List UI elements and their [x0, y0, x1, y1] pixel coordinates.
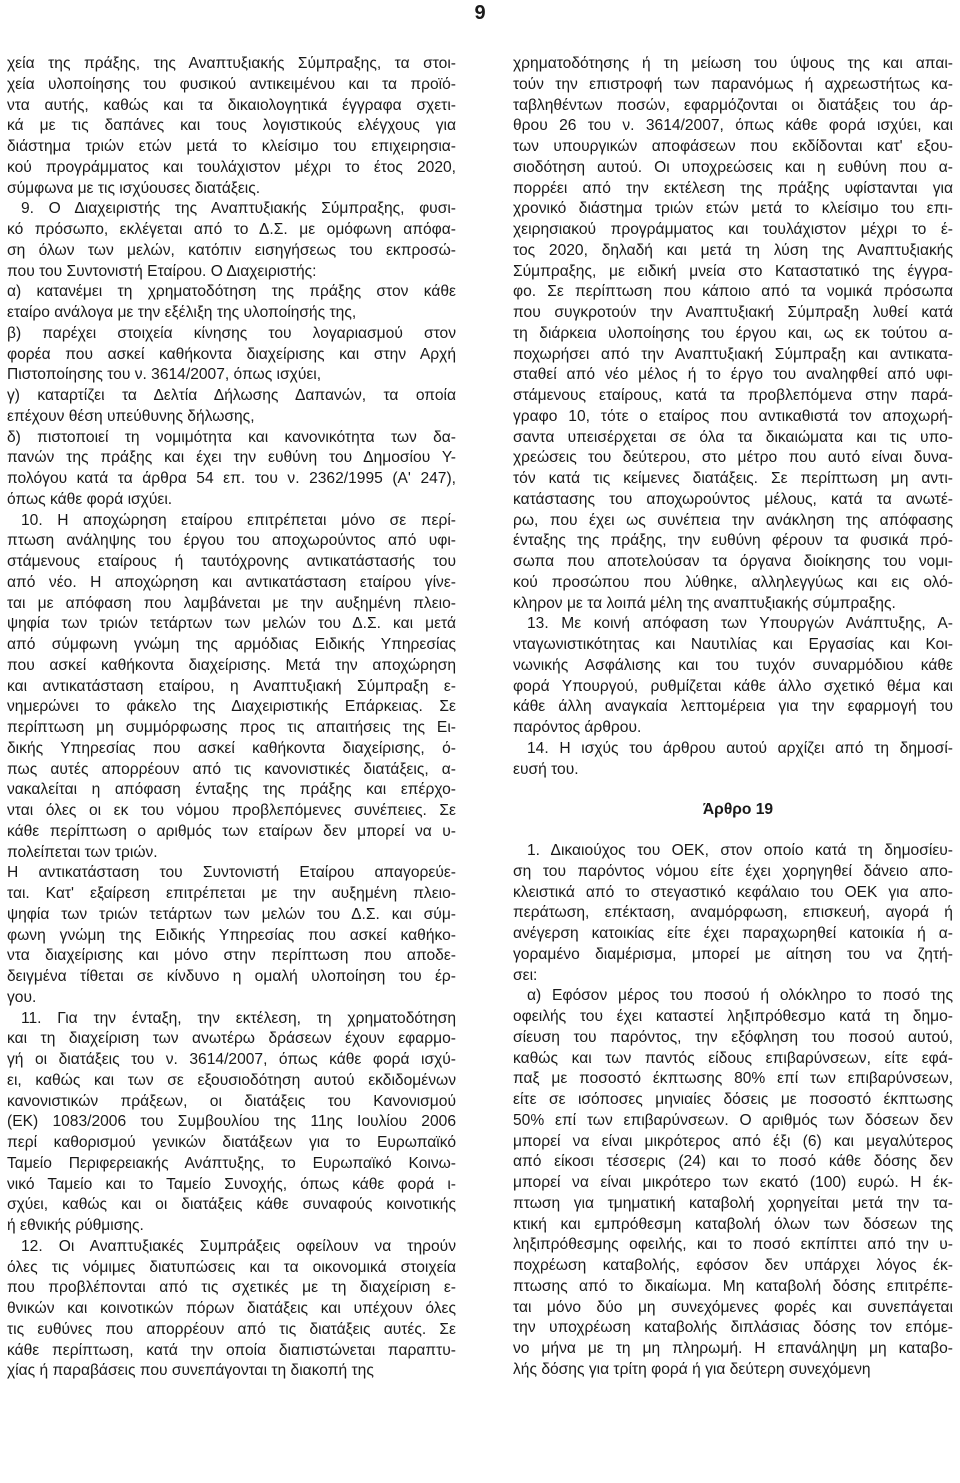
text-line: τόν κατά τις κείμενες διατάξεις. Σε περίπτωση μη αντι- [513, 470, 953, 487]
text-line: ή εθνικής ρύθμισης. [7, 1217, 144, 1234]
text-line: σίευση του παρόντος, την εξόφληση του ποσού αυτού, [513, 1028, 953, 1046]
text-line: περίπτωση μη συμμόρφωσης προς τις απαιτήσεις της Ει- [7, 719, 456, 736]
text-line: κά με τις δαπάνες και τους λογιστικούς ελέγχους για [7, 117, 456, 135]
text-line: επέχουν θέση υπεύθυνης δήλωσης, [7, 407, 255, 425]
text-line: Ταμείο Περιφερειακής Ανάπτυξης, το Ευρωπαϊκό Κοινω- [7, 1154, 456, 1172]
text-line: και τη διαχείριση των ανωτέρω δράσεων έχουν εφαρμο- [7, 1030, 456, 1048]
text-line: νταγωνιστικότητας και Ναυτιλίας και Εργασίας και Κοι- [513, 636, 953, 653]
text-line: σει: [513, 966, 538, 984]
text-line: παρόντος άρθρου. [513, 719, 642, 736]
text-line: χίας ή παραβάσεις που συνεπάγονται τη διακοπή της [7, 1362, 374, 1380]
text-line: 50% επί των επιβαρύνσεων. Ο αριθμός των δόσεων δεν [513, 1111, 953, 1129]
text-line: φο. Σε περίπτωση που κάποιο από τα νομικά πρόσωπα [513, 283, 953, 301]
text-line: ρω, που έχει ως συνέπεια την ανάκληση της απόφασης [513, 511, 953, 529]
left-column [7, 54, 456, 1382]
text-line: ται. Κατ' εξαίρεση επιτρέπεται με την αυξημένη πλειο- [7, 885, 456, 902]
text-line: α) Εφόσον μέρος του ποσού ή ολόκληρο το ποσό της [527, 987, 953, 1005]
text-line: περάτωση, επέκταση, αναμόρφωση, επισκευή, αγορά ή [513, 904, 953, 922]
text-line: την υποχρέωση καταβολής διπλάσιας δόσης τον επόμε- [513, 1319, 953, 1337]
text-line: πορρέει από την εκτέλεση της πράξης υφίστανται για [513, 179, 953, 197]
text-line: γοραμένο διαμέρισμα, μπορεί με αίτηση του να ζητή- [513, 945, 953, 963]
text-line: περί καθορισμού γενικών διατάξεων για το Ευρωπαϊκό [7, 1134, 456, 1151]
text-line: σχύει, καθώς και οι διατάξεις κάθε συναφούς κοινοτικής [7, 1196, 456, 1214]
spacer [513, 821, 953, 841]
article-heading: Άρθρο 19 [702, 801, 774, 819]
text-line: κληρον με τα λοιπά μέλη της αναπτυξιακής σύμπραξης. [513, 594, 896, 612]
text-line: που προβλέπονται από τις σχετικές με τη διαχείριση ε- [7, 1279, 456, 1297]
text-line: τος 2020, δηλαδή και μετά τη λύση της Αναπτυξιακής [513, 241, 953, 259]
text-line: νται όλες οι εκ του νόμου προβλεπόμενες συνέπειες. Σε [7, 802, 456, 819]
text-line: τη διάρκεια υλοποίησης του έργου και, ως εκ τούτου α- [513, 324, 953, 342]
text-line: β) παρέχει στοιχεία κίνησης του λογαριασμού στον [7, 324, 456, 342]
text-line: κάθε άλλη αναγκαία λεπτομέρεια για την εφαρμογή του [513, 698, 953, 716]
text-line: όλες τις νόμιμες διατυπώσεις και τα οικονομικά στοιχεία [7, 1258, 456, 1276]
text-line: σαντα υπεισέρχεται σε όλα τα δικαιώματα και τις υπο- [513, 428, 953, 446]
text-line: νημερώνει το φάκελο της Διαχειριστικής Επάρκειας. Σε [7, 698, 456, 716]
text-line: χρηματοδότησης ή τη μείωση του ύψους της και απαι- [513, 55, 953, 72]
text-line: νο μήνα με τη μη πληρωμή. Η επανάληψη μη καταβο- [513, 1340, 953, 1357]
text-line: γου. [7, 988, 37, 1006]
text-line: που συγκροτούν την Αναπτυξιακή Σύμπραξη λυθεί κατά [513, 304, 953, 321]
text-line: τούν την επιστροφή των παρανόμως ή αχρεωστήτως κα- [513, 75, 953, 93]
text-line: κανονιστικών πράξεων, οι διατάξεις του Κανονισμού [7, 1092, 456, 1110]
text-line: ποχρέωση καταβολής, εφόσον δεν υπάρχει λόγος έκ- [513, 1257, 953, 1274]
text-line: φορά Υπουργού, ρυθμίζεται κάθε άλλο σχετικό θέμα και [513, 677, 953, 695]
text-line: γ) καταρτίζει τα Δελτία Δήλωσης Δαπανών, τα οποία [7, 387, 456, 404]
text-line: Η αντικατάσταση του Συντονιστή Εταίρου απαγορεύε- [7, 864, 456, 882]
text-line: 9. Ο Διαχειριστής της Αναπτυξιακής Σύμπραξης, φυσι- [21, 200, 456, 218]
text-line: χεία της πράξης, της Αναπτυξιακής Σύμπραξης, τα στοι- [7, 55, 456, 72]
text-line: και αντικατάσταση εταίρου, η Αναπτυξιακή Σύμπραξη ε- [7, 677, 456, 695]
text-line: δικής Υπηρεσίας που ασκεί καθήκοντα διαχείρισης, ό- [7, 739, 456, 757]
text-line: από νέο. Η αποχώρηση και αντικατάσταση εταίρου γίνε- [7, 573, 456, 591]
text-line: φωνη γνώμη της Ειδικής Υπηρεσίας που ασκεί καθήκο- [7, 926, 456, 944]
text-line: πτωση ανάληψης του έργου του αποχωρούντος από υφι- [7, 532, 456, 550]
text-line: Σύμπραξης, με ειδική μνεία στο Καταστατικό της έγγρα- [513, 262, 953, 280]
text-line: κλειστικά από το στεγαστικό κεφάλαιο του ΟΕΚ για απο- [513, 883, 953, 901]
text-line: α) κατανέμει τη χρηματοδότηση της πράξης στον κάθε [7, 283, 456, 301]
text-line: νικό Ταμείο και το Ταμείο Συνοχής, όπως κάθε φορά ι- [7, 1175, 456, 1193]
text-line: 11. Για την ένταξη, την εκτέλεση, τη χρηματοδότηση [21, 1009, 456, 1027]
spacer [513, 780, 953, 800]
text-line: ψηφία των τριών τετάρτων των μελών του Δ.Σ. και μετά [7, 615, 456, 633]
text-line: χειρησιακού προγράμματος και τουλάχιστον μέχρι το έ- [513, 221, 953, 238]
text-line: ται μόνο δύο μη συνεχόμενες φορές και συνεπάγεται [513, 1298, 953, 1316]
text-line: στάμενους εταίρους ή ταυτόχρονης αντικατάστασής του [7, 553, 456, 570]
text-line: ει, καθώς και των σε εξουσιοδότηση αυτού εκδιδομένων [7, 1071, 456, 1089]
text-line: σύμφωνα με τις ισχύουσες διατάξεις. [7, 179, 261, 197]
text-line: σιοδότηση αυτού. Οι υποχρεώσεις και η ευθύνη που α- [513, 158, 953, 176]
text-line: γή οι διατάξεις του ν. 3614/2007, όπως κάθε φορά ισχύ- [7, 1051, 456, 1068]
text-line: ντα αυτής, καθώς και τα δικαιολογητικά έγγραφα σχετι- [7, 96, 456, 114]
text-line: 12. Οι Αναπτυξιακές Συμπράξεις οφείλουν να τηρούν [21, 1237, 456, 1255]
text-line: λής δόσης για τρίτη φορά ή για δεύτερη συνεχόμενη [513, 1360, 871, 1378]
text-line: παξ με ποσοστό έκπτωσης 80% επί των επιβαρύνσεων, [513, 1070, 953, 1088]
text-line: ση του παρόντος νόμου είτε έχει χορηγηθεί δάνειο απο- [513, 862, 953, 880]
text-line: είτε σε ισόποσες μηνιαίες δόσεις με ποσοστό έκπτωσης [513, 1091, 953, 1108]
text-line: πολόγου κατά τα άρθρα 54 επ. του ν. 2362/1995 (Α' 247), [7, 470, 456, 487]
text-line: 1. Δικαιούχος του ΟΕΚ, στον οποίο κατά τη δημοσίευ- [527, 842, 953, 859]
text-line: πανών της πράξης και έχει την ευθύνη του Δημοσίου Υ- [7, 449, 456, 467]
text-line: κατάστασης του αποχωρούντος μέλους, κατά τα ανωτέ- [513, 490, 953, 508]
text-line: κτική και εμπρόθεσμη καταβολή όλων των δόσεων της [513, 1215, 953, 1233]
text-line: που του Συντονιστή Εταίρου. Ο Διαχειριστής: [7, 262, 317, 280]
text-line: 10. Η αποχώρηση εταίρου επιτρέπεται μόνο σε περί- [21, 511, 456, 529]
text-line: ταβληθέντων ποσών, εφαρμόζονται οι διατάξεις του άρ- [513, 96, 953, 114]
text-line: από είκοσι τέσσερις (24) και το ποσό κάθε δόσης δεν [513, 1153, 953, 1171]
text-line: κάθε περίπτωση, κατά την οποία διαπιστώνεται παραπτυ- [7, 1341, 456, 1359]
text-line: φορέα που ασκεί καθήκοντα διαχείρισης και στην Αρχή [7, 345, 456, 363]
text-line: νακαλείται η απόφαση ένταξης της πράξης και επέρχο- [7, 781, 456, 799]
text-line: ψηφία των τριών τετάρτων των μελών του Δ.Σ. και σύμ- [7, 905, 456, 923]
text-line: κό πρόσωπο, εκλέγεται από το Δ.Σ. με ομόφωνη απόφα- [7, 221, 456, 238]
text-line: ληξιπρόθεσμης οφειλής, και το ποσό εκπίπτει από την υ- [513, 1236, 953, 1254]
text-line: δειγμένα τίθεται σε κίνδυνο η ομαλή υλοποίηση του έρ- [7, 968, 456, 985]
text-line: ποχωρήσει από την Αναπτυξιακή Σύμπραξη και αντικατα- [513, 345, 953, 363]
text-line: μπορεί να είναι μικρότερο των εκατό (100) ευρώ. Η έκ- [513, 1174, 953, 1191]
text-line: ανέγερση κατοικίας είτε έχει παραχωρηθεί κατοικία ή α- [513, 925, 953, 942]
text-line: στάμενους εταίρους, κατά τα προβλεπόμενα στην παρά- [513, 387, 953, 404]
text-line: χρεώσεις του δεύτερου, στο μέτρο που αυτό είναι δυνα- [513, 449, 953, 467]
text-line: πτωση για τμηματική καταβολή χορηγείται μετά την τα- [513, 1194, 953, 1212]
text-line: πως αυτές απορρέουν από τις κανονιστικές διατάξεις, α- [7, 760, 456, 778]
text-line: σταθεί από νέο μέλος ή το έργο του αναληφθεί από υφι- [513, 366, 953, 384]
text-line: 14. Η ισχύς του άρθρου αυτού αρχίζει από τη δημοσί- [527, 739, 953, 757]
page-number: 9 [474, 2, 486, 24]
text-line: ένταξης της πράξης, την ευθύνη φέρουν τα φυσικά πρό- [513, 532, 953, 550]
text-line: χεία υλοποίησης του φυσικού αντικειμένου και τα προϊό- [7, 75, 456, 93]
text-line: κού προσώπου που λύθηκε, αλληλεγγύως και εις ολό- [513, 573, 953, 591]
right-column-text-before-heading [513, 54, 953, 780]
text-line: από σύμφωνη γνώμη της αρμόδιας Ειδικής Υπηρεσίας [7, 636, 456, 653]
text-line: πολείπεται των τριών. [7, 843, 158, 861]
text-line: θνικών και κοινοτικών πόρων διατάξεις και υπέχουν όλες [7, 1300, 456, 1317]
text-line: ντα διαχείρισης και μόνο στην περίπτωση που αποδε- [7, 947, 456, 965]
text-line: (ΕΚ) 1083/2006 του Συμβουλίου της 11ης Ιουλίου 2006 [7, 1113, 456, 1131]
text-line: κάθε περίπτωση ο αριθμός των εταίρων δεν μπορεί να υ- [7, 822, 456, 840]
text-line: ση όλων των μελών, κατόπιν εισηγήσεως του εκπροσώ- [7, 241, 456, 259]
text-line: οφειλής του έχει καταστεί ληξιπρόθεσμο κατά τη δημο- [513, 1008, 953, 1025]
text-line: εταίρο ανάλογα με την εξέλιξη της υλοποίησής της, [7, 304, 357, 321]
text-line: κού προγράμματος και τουλάχιστον μέχρι το έτος 2020, [7, 158, 456, 176]
text-line: θρου 26 του ν. 3614/2007, όπως κάθε φορά ισχύει, και [513, 117, 953, 135]
text-line: σωπα που αποτελούσαν τα όργανα διοίκησης του νομι- [513, 553, 953, 570]
text-line: χρονικό διάστημα τριών ετών μετά το κλείσιμο του επι- [513, 200, 953, 218]
text-line: γραφο 10, τότε ο εταίρος που αντικαθιστά τον αποχωρή- [513, 407, 953, 425]
text-line: καθώς και των παντός είδους επιβαρύνσεων, είτε εφά- [513, 1049, 953, 1067]
right-column-text-after-heading [513, 841, 953, 1381]
text-line: τις ευθύνες που απορρέουν από τις διατάξεις αυτές. Σε [7, 1320, 456, 1338]
text-line: μπορεί να είναι μικρότερος από έξι (6) και μεγαλύτερος [513, 1132, 953, 1150]
text-line: δ) πιστοποιεί τη νομιμότητα και κανονικότητα των δα- [7, 428, 456, 446]
text-line: ευσή του. [513, 760, 579, 778]
text-line: διάστημα τριών ετών μετά το κλείσιμο του επιχειρησια- [7, 138, 456, 155]
text-line: που ασκεί καθήκοντα διαχείρισης. Μετά την αποχώρηση [7, 656, 456, 674]
text-line: ται με απόφαση που λαμβάνεται με την αυξημένη πλειο- [7, 594, 456, 612]
text-line: όπως κάθε φορά ισχύει. [7, 490, 173, 508]
text-line: 13. Με κοινή απόφαση των Υπουργών Ανάπτυξης, Α- [527, 615, 953, 633]
text-line: των υπουργικών αποφάσεων που εκδίδονται κατ' εξου- [513, 138, 953, 155]
text-line: νωνικής Ασφάλισης και του τυχόν συναρμόδιου κάθε [513, 656, 953, 674]
right-column [513, 54, 953, 1381]
text-line: Πιστοποίησης του ν. 3614/2007, όπως ισχύει, [7, 366, 322, 384]
text-line: πτωσης από το δικαίωμα. Μη καταβολή δόσης επιτρέπε- [513, 1277, 953, 1295]
